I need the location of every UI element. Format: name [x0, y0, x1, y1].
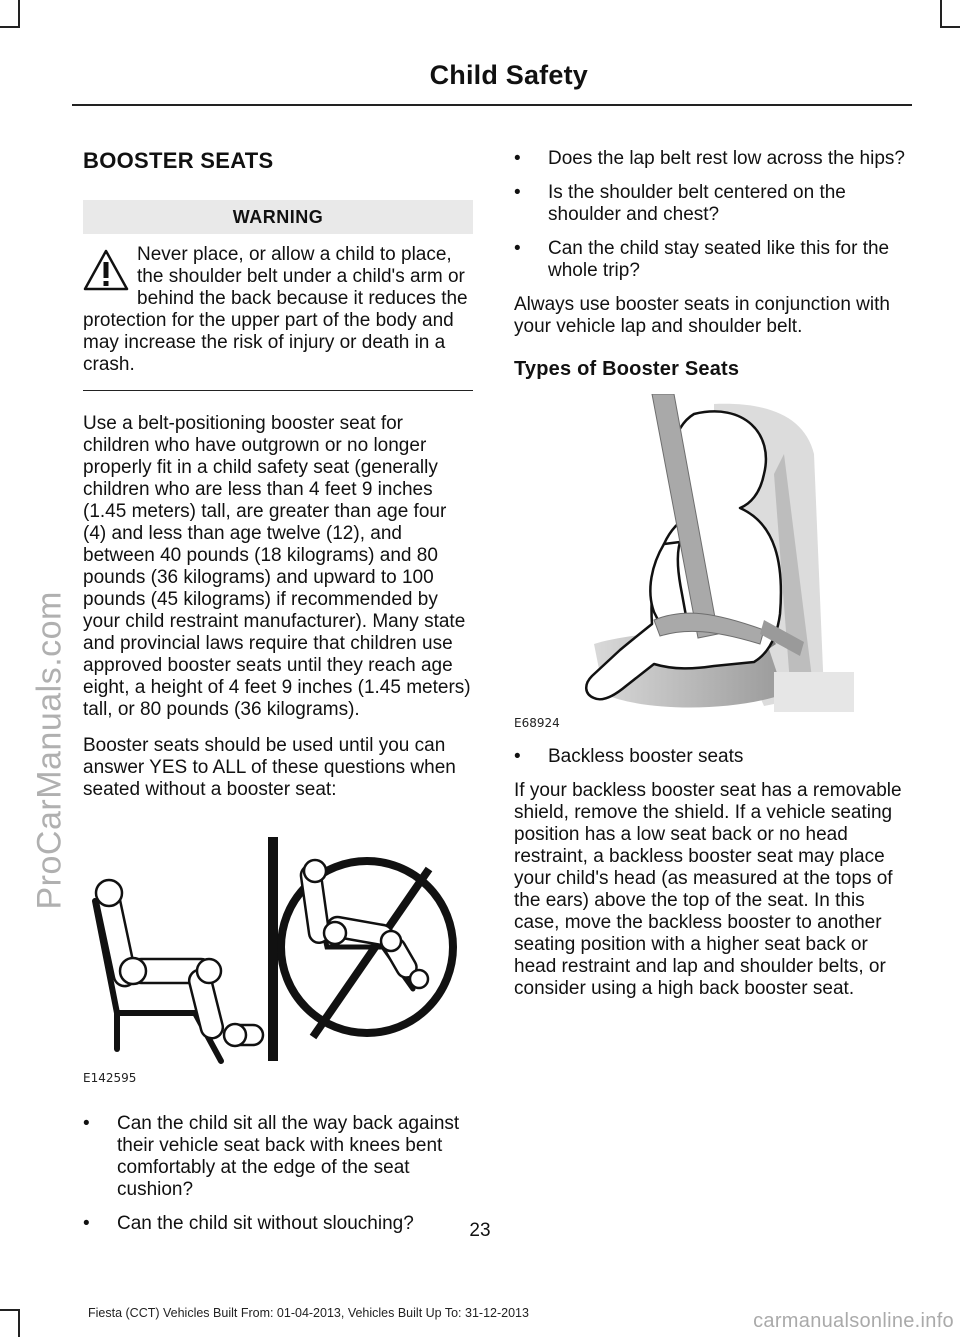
questions-list-continued: [514, 148, 906, 282]
warning-box: [83, 244, 473, 391]
warning-triangle-icon: [83, 248, 129, 292]
paragraph: Use a belt-positioning booster seat for children who have outgrown or no longer properly fit in a child safety seat (generally children who are less than 4 feet 9 inches (1.45 meters) tall, are greater than age four (4) and less than age twelve (12), and between 40 pounds (18 kilograms) and 80 pounds (36 kilograms) and upward to 100 pounds (45 kilograms) if recommended by your child restraint manufacturer). Many state and provincial laws require that children use approved booster seats until they reach age eight, a height of 4 feet 9 inches (1.45 meters) tall, or 80 pounds (36 kilograms).: [83, 413, 471, 720]
header-divider: [72, 104, 912, 106]
questions-list: [83, 1113, 473, 1235]
footer-text: Fiesta (CCT) Vehicles Built From: 01-04-2013, Vehicles Built Up To: 31-12-2013: [88, 1306, 529, 1320]
crop-mark: [0, 26, 20, 28]
page-number: 23: [469, 1220, 491, 1241]
booster-types-list: [514, 746, 906, 768]
list-item: • Can the child sit without slouching?: [83, 1213, 473, 1235]
paragraph: Always use booster seats in conjunction with your vehicle lap and shoulder belt.: [514, 294, 890, 337]
paragraph: Booster seats should be used until you can answer YES to ALL of these questions when seated without a booster seat:: [83, 735, 456, 800]
figure-code: E68924: [514, 716, 560, 730]
right-column: [514, 148, 906, 1014]
warning-label: WARNING: [83, 200, 473, 234]
posture-illustration: [83, 829, 473, 1069]
list-item: • Backless booster seats: [514, 746, 906, 768]
list-item: • Can the child sit all the way back against their vehicle seat back with knees bent comfortably at the edge of the seat cushion?: [83, 1113, 473, 1201]
page-title: Child Safety: [429, 60, 588, 90]
paragraph: If your backless booster seat has a removable shield, remove the shield. If a vehicle seating position has a low seat back or no head restraint, a backless booster seat may place your child's head (as measured at the tops of the ears) above the top of the seat. In this case, move the backless booster to another seating position with a higher seat back or head restraint and lap and shoulder belts, or consider using a high back booster seat.: [514, 780, 902, 999]
figure-posture: [83, 829, 473, 1089]
crop-mark: [18, 0, 20, 26]
side-url-watermark: ProCarManuals.com: [30, 591, 69, 910]
booster-seat-illustration: [514, 394, 906, 714]
left-column: [83, 140, 473, 1247]
subsection-heading: Types of Booster Seats: [514, 358, 740, 380]
list-item: • Does the lap belt rest low across the hips?: [514, 148, 906, 170]
site-watermark: carmanualsonline.info: [753, 1310, 954, 1332]
section-heading: BOOSTER SEATS: [83, 148, 274, 173]
crop-mark: [18, 1311, 20, 1337]
figure-booster: [514, 394, 906, 734]
list-item: • Is the shoulder belt centered on the shoulder and chest?: [514, 182, 906, 226]
crop-mark: [0, 1309, 20, 1311]
crop-mark: [940, 26, 960, 28]
figure-code: E142595: [83, 1071, 137, 1085]
crop-mark: [940, 0, 942, 26]
warning-text: Never place, or allow a child to place, the shoulder belt under a child's arm or behind the back because it reduces the protection for the upper part of the body and may increase the risk of injury or death in a crash.: [83, 244, 468, 375]
list-item: • Can the child stay seated like this for the whole trip?: [514, 238, 906, 282]
